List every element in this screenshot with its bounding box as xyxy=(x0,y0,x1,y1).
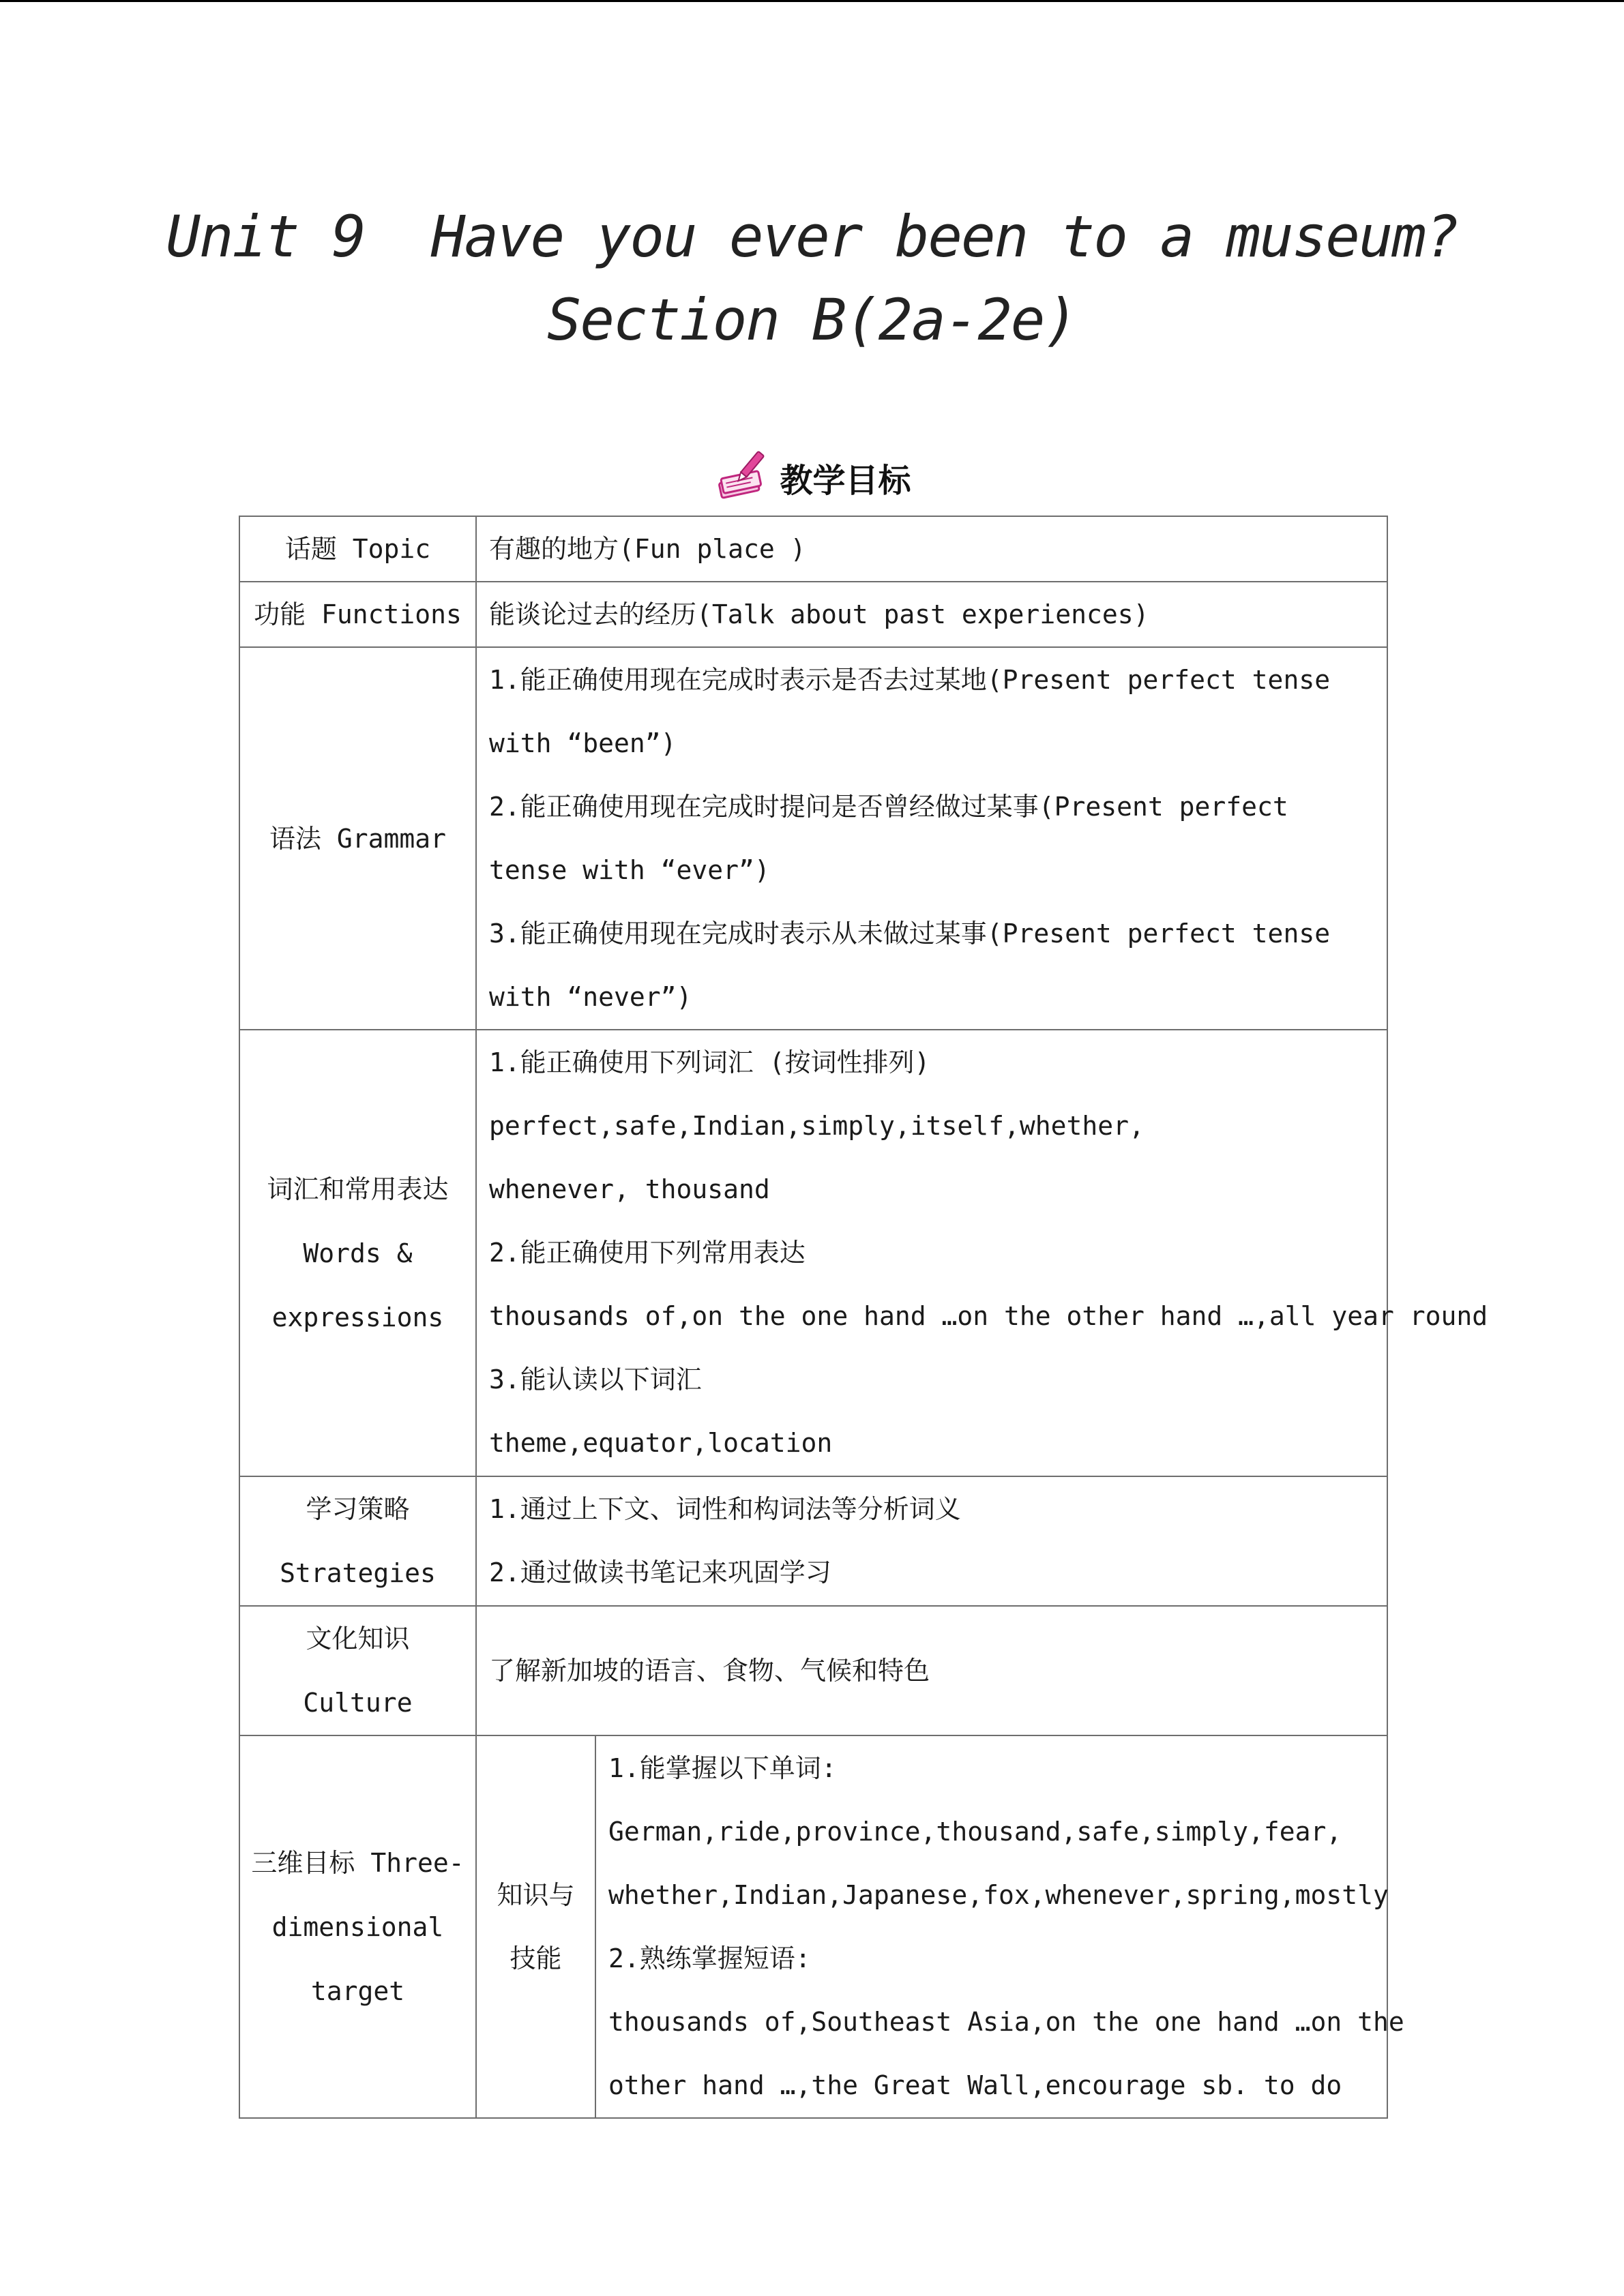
three-dim-line: whether,Indian,Japanese,fox,whenever,spring,mostly xyxy=(608,1879,1389,1910)
row-culture xyxy=(239,1606,1387,1735)
words-line: 2.能正确使用下列常用表达 xyxy=(489,1238,806,1268)
words-label-line: 词汇和常用表达 xyxy=(267,1174,449,1204)
three-dim-line: 1.能掌握以下单词: xyxy=(608,1753,837,1783)
objectives-heading-label: 教学目标 xyxy=(780,461,911,500)
words-line: perfect,safe,Indian,simply,itself,whether, xyxy=(489,1111,1145,1141)
row-grammar xyxy=(239,647,1387,1030)
knowledge-skills-label-line: 技能 xyxy=(510,1943,562,1973)
grammar-line: with “never”) xyxy=(489,981,692,1012)
grammar-line: 3.能正确使用现在完成时表示从未做过某事(Present perfect tense xyxy=(489,918,1331,949)
words-line: thousands of,on the one hand …on the other hand …,all year round xyxy=(489,1301,1488,1331)
words-line: whenever, thousand xyxy=(489,1174,770,1204)
words-label-line: Words & xyxy=(303,1238,413,1268)
three-dim-line: 2.熟练掌握短语: xyxy=(608,1943,811,1973)
row-functions xyxy=(239,582,1387,647)
words-content xyxy=(476,1030,1488,1476)
functions-label: 功能 Functions xyxy=(239,582,476,647)
pen-and-notebook-icon xyxy=(713,449,770,506)
strategies-label-line: Strategies xyxy=(280,1558,436,1588)
knowledge-skills-label-line: 知识与 xyxy=(497,1879,575,1910)
words-line: theme,equator,location xyxy=(489,1428,833,1458)
grammar-line: tense with “ever”) xyxy=(489,854,770,885)
title-unit: Unit 9 Have you ever been to a museum? xyxy=(166,203,1458,270)
words-line: 1.能正确使用下列词汇 (按词性排列) xyxy=(489,1047,930,1077)
culture-label: 文化知识 Culture xyxy=(239,1606,476,1735)
row-strategies xyxy=(239,1476,1387,1606)
strategies-line: 1.通过上下文、词性和构词法等分析词义 xyxy=(489,1494,961,1524)
strategies-label xyxy=(239,1476,476,1606)
words-line: 3.能认读以下词汇 xyxy=(489,1365,702,1395)
three-dim-label-line: dimensional xyxy=(271,1911,444,1942)
three-dim-line: other hand …,the Great Wall,encourage sb. to do xyxy=(608,2070,1342,2100)
grammar-label: 语法 Grammar xyxy=(239,647,476,1030)
row-words-expressions xyxy=(239,1030,1387,1476)
strategies-line: 2.通过做读书笔记来巩固学习 xyxy=(489,1557,831,1587)
three-dim-label-line: 三维目标 xyxy=(251,1847,355,1878)
teaching-objectives-table xyxy=(239,516,1488,2119)
topic-content: 有趣的地方(Fun place ) xyxy=(476,516,1387,582)
words-label-line: expressions xyxy=(271,1302,444,1332)
strategies-content xyxy=(476,1476,1387,1606)
title-section: Section B(2a-2e) xyxy=(546,286,1078,353)
three-dim-line: German,ride,province,thousand,safe,simply,fear, xyxy=(608,1816,1342,1847)
three-dim-label-line: Three- xyxy=(370,1847,464,1878)
row-three-dimensional-target xyxy=(239,1735,1387,2118)
grammar-line: with “been”) xyxy=(489,728,677,758)
row-topic xyxy=(239,516,1387,582)
words-label xyxy=(239,1030,476,1476)
top-border-line xyxy=(0,0,1624,2)
three-dim-label xyxy=(239,1735,476,2118)
functions-content: 能谈论过去的经历(Talk about past experiences) xyxy=(476,582,1387,647)
grammar-content xyxy=(476,647,1387,1030)
three-dim-content xyxy=(595,1735,1404,2118)
strategies-label-line: 学习策略 xyxy=(306,1494,410,1524)
topic-label: 话题 Topic xyxy=(239,516,476,582)
objectives-heading xyxy=(0,443,1624,511)
knowledge-skills-label xyxy=(476,1735,595,2118)
grammar-line: 1.能正确使用现在完成时表示是否去过某地(Present perfect tense xyxy=(489,664,1331,695)
three-dim-line: thousands of,Southeast Asia,on the one hand …on the xyxy=(608,2006,1404,2037)
three-dim-label-line: target xyxy=(310,1976,405,2006)
grammar-line: 2.能正确使用现在完成时提问是否曾经做过某事(Present perfect xyxy=(489,791,1288,822)
culture-content: 了解新加坡的语言、食物、气候和特色 xyxy=(476,1606,1387,1735)
